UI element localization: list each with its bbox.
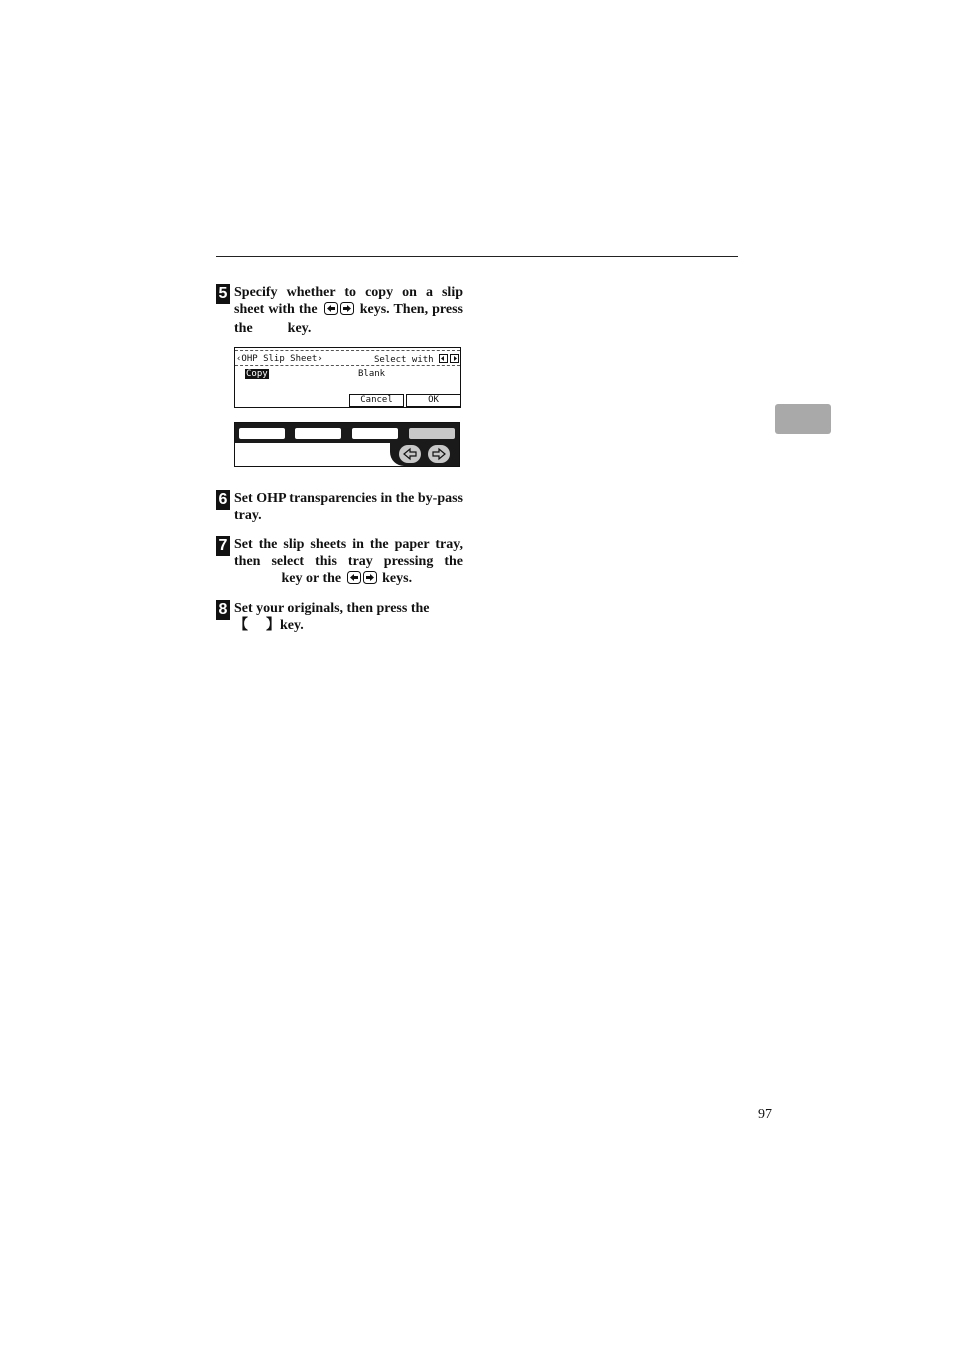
step-6 [216,490,463,524]
softkey-3[interactable] [352,428,398,439]
softkey-row [235,423,459,443]
right-arrow-key-icon[interactable] [428,445,450,463]
step-text-part: key or the [281,571,342,586]
softkey-2[interactable] [295,428,341,439]
page-number: 97 [758,1107,772,1122]
step-7 [216,536,463,589]
arrow-pad [390,443,459,466]
step-text-part: keys. Then, press the [234,302,463,336]
option-blank[interactable]: Blank [358,369,386,379]
key-bracket-close: 】 [266,618,280,633]
step-number: 5 [216,284,230,304]
ok-button[interactable]: OK [406,394,461,407]
step-number: 6 [216,490,230,510]
step-text-part: keys. [382,571,413,586]
lcd-display [234,347,461,408]
step-text [234,536,463,589]
left-right-arrow-keys-icon [324,302,354,320]
step-number: 7 [216,536,230,556]
cancel-button[interactable]: Cancel [349,394,404,407]
step-8 [216,600,463,634]
step-text: Set OHP transparencies in the by-pass tray. [234,491,463,523]
chapter-tab [775,404,831,434]
softkey-4[interactable] [409,428,455,439]
left-arrow-key-icon[interactable] [399,445,421,463]
softkey-1[interactable] [239,428,285,439]
step-text-part: Set the slip sheets in the paper tray, then select this tray pressing the [234,537,463,569]
option-copy[interactable]: Copy [246,369,268,379]
left-right-arrow-keys-icon [347,571,377,589]
step-number: 8 [216,600,230,620]
header-rule [216,256,738,257]
lcd-title: ‹OHP Slip Sheet› [236,354,323,364]
step-text-part: key. [287,321,312,336]
step-5 [216,284,463,337]
step-text-part: key. [280,618,304,633]
left-right-arrow-keys-icon [439,354,459,363]
step-text [234,600,463,634]
key-bracket-open: 【 [234,618,248,633]
step-text-part: Specify whether to copy on a slip sheet with the [234,285,463,317]
step-text-part: Set your originals, then press the [234,601,430,616]
step-text [234,284,463,337]
lcd-header [235,354,460,366]
lcd-hint: Select with [374,354,459,365]
control-panel [234,422,460,467]
